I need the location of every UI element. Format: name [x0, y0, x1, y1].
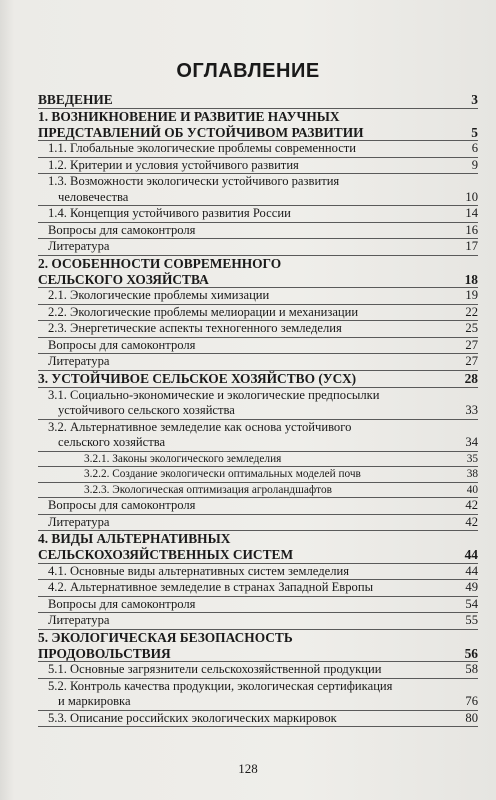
page-number: 128 — [238, 761, 258, 776]
toc-entry-title-line: 3.2.3. Экологическая оптимизация агроландшафтов — [84, 483, 332, 496]
toc-section-entry — [38, 613, 478, 630]
toc-entry-page: 22 — [465, 304, 478, 319]
toc-section-entry — [38, 711, 478, 728]
toc-entry-page: 44 — [465, 563, 478, 578]
toc-entry-title — [38, 531, 462, 563]
toc-entry-title-line: Вопросы для самоконтроля — [48, 596, 196, 611]
toc-entry-title-line: Литература — [48, 354, 110, 369]
toc-entry-title — [48, 597, 462, 613]
toc-entry-title-line: 3.1. Социально-экономические и экологические предпосылки — [48, 387, 380, 402]
toc-chapter-entry — [38, 109, 478, 142]
toc-entry-page: 44 — [464, 547, 478, 563]
toc-subsection-entry — [38, 483, 478, 499]
toc-entry-title — [38, 109, 462, 141]
toc-section-entry — [38, 498, 478, 515]
toc-section-entry — [38, 354, 478, 371]
toc-section-entry — [38, 158, 478, 175]
toc-entry-title-line: 2. ОСОБЕННОСТИ СОВРЕМЕННОГО — [38, 255, 282, 271]
toc-entry-page: 33 — [465, 403, 478, 418]
toc-entry-title — [48, 662, 462, 678]
toc-entry-page: 3 — [471, 92, 478, 107]
toc-entry-page: 42 — [465, 514, 478, 529]
toc-entry-page: 35 — [466, 452, 478, 465]
toc-entry-title-line: человечества — [58, 189, 129, 204]
toc-entry-title-line: 3.2. Альтернативное земледелие как основа устойчивого — [48, 419, 352, 434]
toc-entry-title-line: ПРОДОВОЛЬСТВИЯ — [38, 645, 171, 661]
toc-entry-page: 42 — [465, 498, 478, 513]
toc-entry-title-line: Вопросы для самоконтроля — [48, 337, 196, 352]
toc-entry-title — [38, 256, 462, 288]
toc-entry-title — [48, 305, 462, 321]
toc-entry-page: 16 — [465, 222, 478, 237]
toc-entry-title — [48, 564, 462, 580]
toc-entry-title-line: 2.3. Энергетические аспекты техногенного земледелия — [48, 321, 342, 336]
toc-entry-page: 5 — [471, 124, 478, 140]
toc-chapter-entry — [38, 531, 478, 564]
toc-entry-title — [48, 679, 462, 710]
toc-entry-title-line: 1.1. Глобальные экологические проблемы современности — [48, 141, 357, 156]
toc-entry-title — [48, 239, 462, 255]
toc-entry-title — [84, 483, 462, 498]
toc-section-entry — [38, 679, 478, 711]
toc-section-entry — [38, 305, 478, 322]
toc-entry-page: 80 — [465, 710, 478, 725]
toc-entry-title — [48, 338, 462, 354]
toc-entry-title-line: Литература — [48, 613, 110, 628]
toc-entry-title-line: 3.2.1. Законы экологического земледелия — [84, 452, 282, 465]
page-title: ОГЛАВЛЕНИЕ — [176, 60, 320, 82]
toc-subsection-entry — [38, 452, 478, 468]
toc-entry-title-line: Вопросы для самоконтроля — [48, 222, 196, 237]
toc-entry-title — [48, 174, 462, 205]
toc-entry-page: 38 — [466, 468, 478, 481]
toc-chapter-entry — [38, 92, 478, 109]
toc-chapter-entry — [38, 256, 478, 289]
toc-section-entry — [38, 420, 478, 452]
table-of-contents — [38, 92, 478, 727]
toc-entry-title-line: 5. ЭКОЛОГИЧЕСКАЯ БЕЗОПАСНОСТЬ — [38, 629, 293, 645]
toc-entry-title-line: 3.2.2. Создание экологически оптимальных моделей почв — [84, 468, 361, 481]
toc-entry-page: 19 — [465, 288, 478, 303]
toc-entry-title-line: 4. ВИДЫ АЛЬТЕРНАТИВНЫХ — [38, 531, 231, 547]
toc-entry-title — [48, 158, 462, 174]
toc-entry-title — [38, 630, 462, 662]
toc-entry-page: 34 — [465, 435, 478, 450]
toc-entry-title-line: 1. ВОЗНИКНОВЕНИЕ И РАЗВИТИЕ НАУЧНЫХ — [38, 108, 340, 124]
toc-entry-title — [48, 354, 462, 370]
toc-entry-title-line: 5.3. Описание российских экологических маркировок — [48, 710, 337, 725]
toc-section-entry — [38, 338, 478, 355]
toc-entry-title — [38, 92, 462, 108]
toc-entry-title — [48, 580, 462, 596]
toc-entry-title — [48, 141, 462, 157]
toc-entry-page: 58 — [465, 662, 478, 677]
toc-entry-title-line: 5.1. Основные загрязнители сельскохозяйственной продукции — [48, 662, 382, 677]
toc-section-entry — [38, 515, 478, 532]
toc-entry-title-line: СЕЛЬСКОГО ХОЗЯЙСТВА — [38, 271, 209, 287]
toc-section-entry — [38, 174, 478, 206]
toc-chapter-entry — [38, 371, 478, 388]
toc-entry-title — [48, 388, 462, 419]
toc-entry-title — [48, 206, 462, 222]
toc-entry-title — [84, 452, 462, 467]
toc-section-entry — [38, 321, 478, 338]
toc-entry-title-line: 5.2. Контроль качества продукции, экологическая сертификация — [48, 678, 393, 693]
toc-entry-title-line: 1.2. Критерии и условия устойчивого развития — [48, 157, 299, 172]
toc-entry-title — [48, 321, 462, 337]
toc-entry-title-line: Литература — [48, 514, 110, 529]
toc-entry-title — [48, 613, 462, 629]
toc-section-entry — [38, 141, 478, 158]
toc-section-entry — [38, 223, 478, 240]
toc-entry-page: 55 — [465, 613, 478, 628]
toc-entry-title-line: 4.2. Альтернативное земледелие в странах Западной Европы — [48, 580, 374, 595]
toc-section-entry — [38, 206, 478, 223]
toc-entry-title — [48, 420, 462, 451]
toc-entry-title-line: ВВЕДЕНИЕ — [38, 92, 113, 107]
toc-entry-title-line: ПРЕДСТАВЛЕНИЙ ОБ УСТОЙЧИВОМ РАЗВИТИИ — [38, 124, 364, 140]
toc-entry-page: 10 — [465, 189, 478, 204]
toc-section-entry — [38, 288, 478, 305]
toc-chapter-entry — [38, 630, 478, 663]
toc-entry-title-line: 1.3. Возможности экологически устойчивого развития — [48, 174, 340, 189]
toc-entry-title-line: сельского хозяйства — [58, 435, 166, 450]
toc-entry-title-line: 2.2. Экологические проблемы мелиорации и механизации — [48, 304, 359, 319]
toc-section-entry — [38, 597, 478, 614]
toc-section-entry — [38, 662, 478, 679]
toc-entry-title-line: и маркировка — [58, 694, 131, 709]
toc-entry-page: 14 — [465, 206, 478, 221]
toc-entry-page: 25 — [465, 321, 478, 336]
toc-entry-page: 54 — [465, 596, 478, 611]
toc-section-entry — [38, 580, 478, 597]
toc-entry-title-line: 3. УСТОЙЧИВОЕ СЕЛЬСКОЕ ХОЗЯЙСТВО (УСХ) — [38, 370, 357, 386]
toc-entry-page: 18 — [464, 271, 478, 287]
toc-entry-page: 17 — [465, 239, 478, 254]
toc-entry-title — [48, 711, 462, 727]
toc-entry-title — [84, 467, 462, 482]
toc-entry-page: 6 — [471, 141, 478, 156]
toc-entry-title-line: Вопросы для самоконтроля — [48, 498, 196, 513]
toc-entry-page: 49 — [465, 580, 478, 595]
toc-entry-title — [48, 498, 462, 514]
toc-entry-page: 27 — [465, 337, 478, 352]
toc-section-entry — [38, 239, 478, 256]
toc-entry-page: 28 — [464, 370, 478, 386]
toc-entry-page: 9 — [471, 157, 478, 172]
toc-entry-title-line: СЕЛЬСКОХОЗЯЙСТВЕННЫХ СИСТЕМ — [38, 547, 294, 563]
toc-entry-page: 56 — [464, 645, 478, 661]
toc-entry-title-line: 1.4. Концепция устойчивого развития России — [48, 206, 291, 221]
toc-entry-title — [48, 288, 462, 304]
toc-entry-title-line: 2.1. Экологические проблемы химизации — [48, 288, 270, 303]
toc-entry-title-line: Литература — [48, 239, 110, 254]
toc-entry-title-line: 4.1. Основные виды альтернативных систем земледелия — [48, 563, 350, 578]
toc-section-entry — [38, 388, 478, 420]
toc-subsection-entry — [38, 467, 478, 483]
toc-section-entry — [38, 564, 478, 581]
toc-entry-title — [48, 223, 462, 239]
toc-entry-title — [38, 371, 462, 387]
toc-entry-page: 27 — [465, 354, 478, 369]
toc-entry-title — [48, 515, 462, 531]
toc-entry-title-line: устойчивого сельского хозяйства — [58, 403, 235, 418]
toc-entry-page: 76 — [465, 694, 478, 709]
toc-entry-page: 40 — [466, 483, 478, 496]
